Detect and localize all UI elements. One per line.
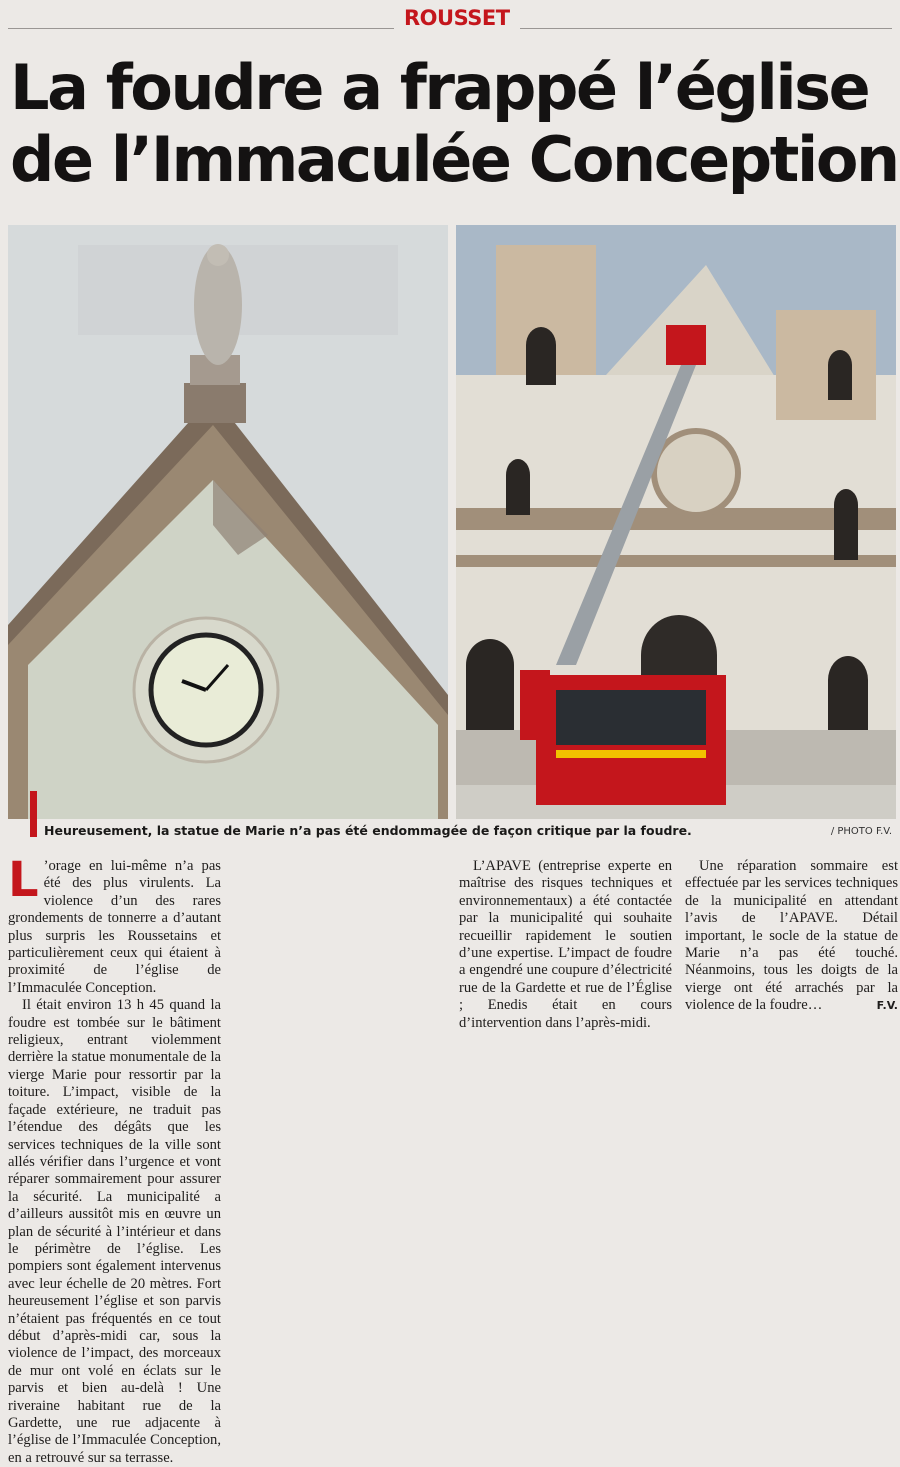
- caption-marker: [30, 791, 37, 837]
- article-paragraph-2-text: Il était environ 13 h 45 quand la foudre est tombée sur le bâtiment religieux, entrant violemment derrière la statue monumentale de la vierge Marie pour ressortir par la toiture. L’impact, visible de la façade extérieure, ne traduit pas l’étendue des dégâts que les services techniques de la ville sont allés vérifier dans l’urgence et vont réparer sommairement pour assurer la sécurité. La municipalité a d’ailleurs aussitôt mis en œuvre un plan de sécurité à l’intérieur et dans le périmètre de l’église. Les pompiers sont également intervenus avec leur échelle de 20 mètres. Fort heureusement l’église et son parvis n’étaient pas fréquentés en ce tout début d’après-midi car, sous la violence de l’impact, des morceaux de mur ont volé en éclats sur le parvis et bien au-delà ! Une riveraine habitant rue de la Gardette, une rue adjacente à l’église de l’Immaculée Conception, en a retrouvé sur sa terrasse.: [8, 997, 221, 1466]
- photo-credit: / PHOTO F.V.: [830, 826, 892, 837]
- church-firetruck-illustration: [456, 225, 896, 819]
- article-paragraph-3-text: L’APAVE (entreprise experte en maîtrise des risques techniques et environnementaux) a été contactée par la municipalité qui souhaite recueillir rapidement le soutien d’une expertise. L’impact de foudre a engendré une coupure d’électricité rue de la Gardette et rue de l’Église ; Enedis était en cours d’intervention dans l’après-midi.: [459, 858, 672, 1031]
- article-paragraph-1-text: ’orage en lui-même n’a pas été des plus virulents. La violence d’un des rares grondements de tonnerre a d’autant plus surpris les Roussetains et particulièrement ceux qui étaient à proximité de l’église de l’Immaculée Conception.: [8, 858, 221, 996]
- article-byline: F.V.: [876, 999, 898, 1013]
- article-paragraph-4-text: Une réparation sommaire est effectuée par les services techniques de la municipalité en attendant l’avis de l’APAVE. Détail important, le socle de la statue de Marie n’a pas été touché. Néanmoins, tous les doigts de la vierge ont été arrachés par la violence de la foudre…: [685, 858, 898, 1014]
- section-rubric: ROUSSET: [394, 4, 520, 32]
- statue-gable-illustration: [8, 225, 448, 819]
- article-paragraph-4: [685, 858, 898, 1015]
- article-column-3: [459, 858, 672, 1032]
- headline-line-1: La foudre a frappé l’église: [10, 51, 869, 124]
- article-paragraph-2: [8, 997, 221, 1467]
- photo-statue-gable: [8, 225, 448, 819]
- photo-caption: Heureusement, la statue de Marie n’a pas été endommagée de façon critique par la foudre.: [44, 823, 692, 838]
- headline: [10, 51, 898, 196]
- dropcap-letter: L: [8, 852, 39, 908]
- article-paragraph-1: [8, 852, 221, 997]
- article-column-4: [685, 858, 898, 1015]
- photo-church-firetruck: [456, 225, 896, 819]
- headline-line-2: de l’Immaculée Conception: [10, 123, 898, 196]
- article-column-1: [8, 852, 221, 1467]
- article-paragraph-3: [459, 858, 672, 1032]
